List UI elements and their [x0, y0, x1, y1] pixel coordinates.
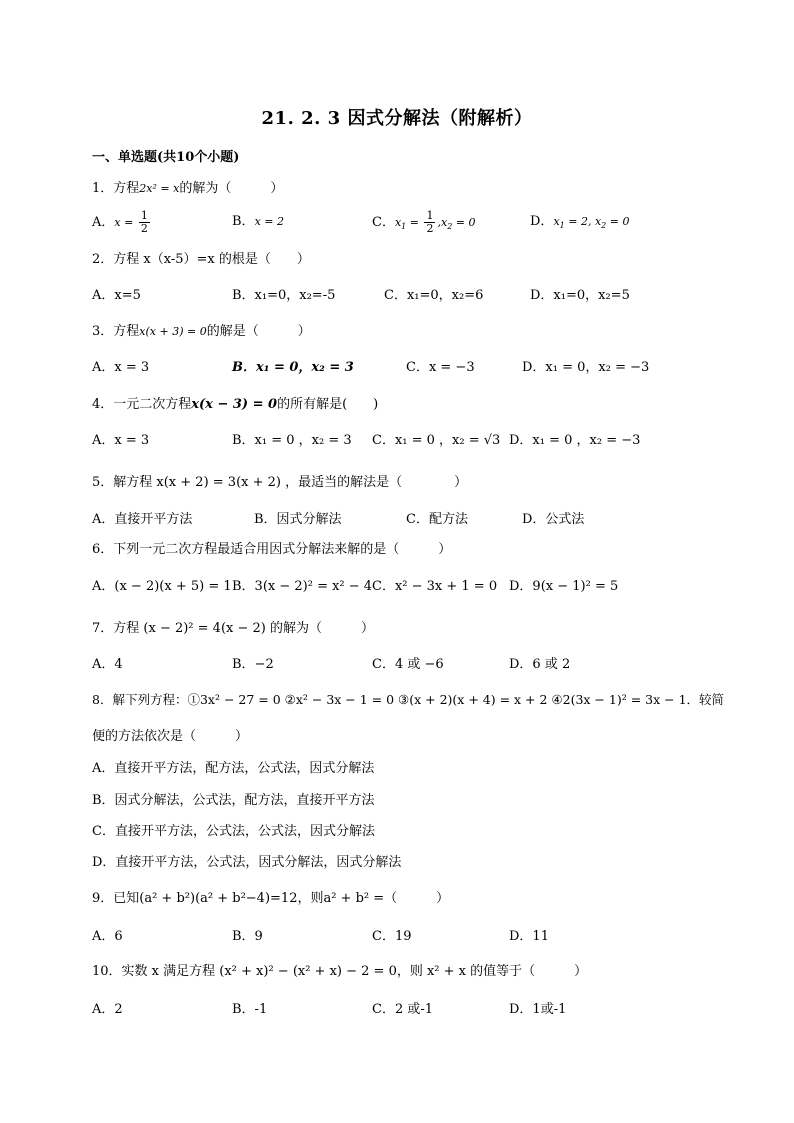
q5-option-a[interactable]: A．直接开平方法: [92, 512, 193, 527]
q5-option-c[interactable]: C．配方法: [406, 512, 468, 527]
q1-stem-math: 2x² = x: [139, 182, 180, 195]
q7-option-b[interactable]: B．−2: [232, 657, 274, 672]
q7-option-a[interactable]: A．4: [92, 657, 123, 672]
q10-option-c[interactable]: C．2 或-1: [372, 1002, 434, 1017]
q4-option-b[interactable]: B．x₁ = 0 ，x₂ = 3: [232, 433, 352, 448]
q9-option-a[interactable]: A．6: [92, 929, 123, 944]
q3-stem-prefix: 3．方程: [92, 324, 140, 339]
q1-option-c-letter: C．: [372, 215, 395, 230]
q8-option-b[interactable]: B．因式分解法，公式法，配方法，直接开平方法: [92, 793, 375, 808]
q10-option-d[interactable]: D．1或-1: [509, 1002, 567, 1017]
q1-stem-suffix: 的解为（ ）: [179, 181, 284, 196]
q3-stem-suffix: 的解是（ ）: [206, 324, 311, 339]
q1-option-d[interactable]: D．$x_1 = 2$, $x_2 = 0$: [530, 214, 630, 231]
section-heading: 一、单选题(共10个小题): [92, 150, 240, 165]
q8-option-c[interactable]: C．直接开平方法，公式法，公式法，因式分解法: [92, 824, 375, 839]
q4-stem-math: x(x − 3) = 0: [191, 397, 278, 412]
q7-option-d[interactable]: D．6 或 2: [509, 657, 571, 672]
q2-option-a[interactable]: A．x=5: [92, 288, 141, 303]
question-10: 10．实数 x 满足方程 (x² + x)² − (x² + x) − 2 = 0，则 x² + x 的值等于（ ）: [92, 964, 588, 979]
question-7: 7．方程 (x − 2)² = 4(x − 2) 的解为（ ）: [92, 621, 374, 636]
question-2: 2．方程 x（x-5）=x 的根是（ ）: [92, 252, 310, 267]
q3-option-d[interactable]: D．x₁ = 0，x₂ = −3: [522, 360, 650, 375]
question-8: 8．解下列方程：①3x² − 27 = 0 ②x² − 3x − 1 = 0 ③(x + 2)(x + 4) = x + 2 ④2(3x − 1)² = 3x − 1．较简: [92, 692, 725, 707]
q1-option-c[interactable]: C．$x_1$ = $\frac{1}{2}$ $,x_2 = 0$: [372, 209, 476, 235]
q2-option-d[interactable]: D．x₁=0，x₂=5: [530, 288, 630, 303]
question-4: [92, 393, 378, 412]
q4-option-d[interactable]: D．x₁ = 0 ，x₂ = −3: [509, 433, 641, 448]
q5-option-d[interactable]: D．公式法: [522, 512, 585, 527]
q1-option-a-letter: A．: [92, 215, 115, 230]
q8-option-a[interactable]: A．直接开平方法，配方法，公式法，因式分解法: [92, 761, 375, 776]
q4-option-a[interactable]: A．x = 3: [92, 433, 150, 448]
q2-option-b[interactable]: B．x₁=0，x₂=-5: [232, 288, 336, 303]
question-5: 5．解方程 x(x + 2) = 3(x + 2) ，最适当的解法是（ ）: [92, 475, 468, 490]
question-6: 6．下列一元二次方程最适合用因式分解法来解的是（ ）: [92, 542, 452, 557]
q9-option-b[interactable]: B．9: [232, 929, 263, 944]
q3-option-c[interactable]: C．x = −3: [406, 360, 475, 375]
q9-option-c[interactable]: C．19: [372, 929, 412, 944]
q10-option-a[interactable]: A．2: [92, 1002, 123, 1017]
question-9: 9．已知(a² + b²)(a² + b²−4)=12，则a² + b² =（ ）: [92, 891, 450, 906]
question-1: [92, 177, 283, 196]
document-title: 21. 2. 3 因式分解法（附解析）: [261, 108, 533, 129]
q3-option-b[interactable]: B．x₁ = 0，x₂ = 3: [232, 360, 354, 375]
q1-stem-prefix: 1．方程: [92, 181, 140, 196]
q4-stem-prefix: 4．一元二次方程: [92, 397, 192, 412]
q1-option-a[interactable]: A．x = $\frac{1}{2}$: [92, 209, 148, 235]
q7-option-c[interactable]: C．4 或 −6: [372, 657, 444, 672]
q5-option-b[interactable]: B．因式分解法: [254, 512, 342, 527]
q1-option-b-letter: B．: [232, 214, 255, 229]
q3-option-a[interactable]: A．x = 3: [92, 360, 150, 375]
q4-option-c[interactable]: C．x₁ = 0 ，x₂ = √3: [372, 433, 501, 448]
q1-option-d-letter: D．: [530, 214, 554, 229]
q9-option-d[interactable]: D．11: [509, 929, 549, 944]
question-3: [92, 320, 311, 339]
q6-option-c[interactable]: C．x² − 3x + 1 = 0: [372, 579, 498, 594]
q6-option-a[interactable]: A．(x − 2)(x + 5) = 1: [92, 579, 232, 594]
q8-option-d[interactable]: D．直接开平方法，公式法，因式分解法，因式分解法: [92, 855, 402, 870]
q3-stem-math: x(x + 3) = 0: [139, 325, 207, 338]
q10-option-b[interactable]: B．-1: [232, 1002, 268, 1017]
q6-option-b[interactable]: B．3(x − 2)² = x² − 4: [232, 579, 373, 594]
q1-option-b[interactable]: B．x = 2: [232, 214, 284, 229]
q2-option-c[interactable]: C．x₁=0，x₂=6: [384, 288, 484, 303]
question-8-continued: 便的方法依次是（ ）: [92, 729, 249, 744]
q6-option-d[interactable]: D．9(x − 1)² = 5: [509, 579, 619, 594]
q4-stem-suffix: 的所有解是( ): [277, 397, 379, 412]
